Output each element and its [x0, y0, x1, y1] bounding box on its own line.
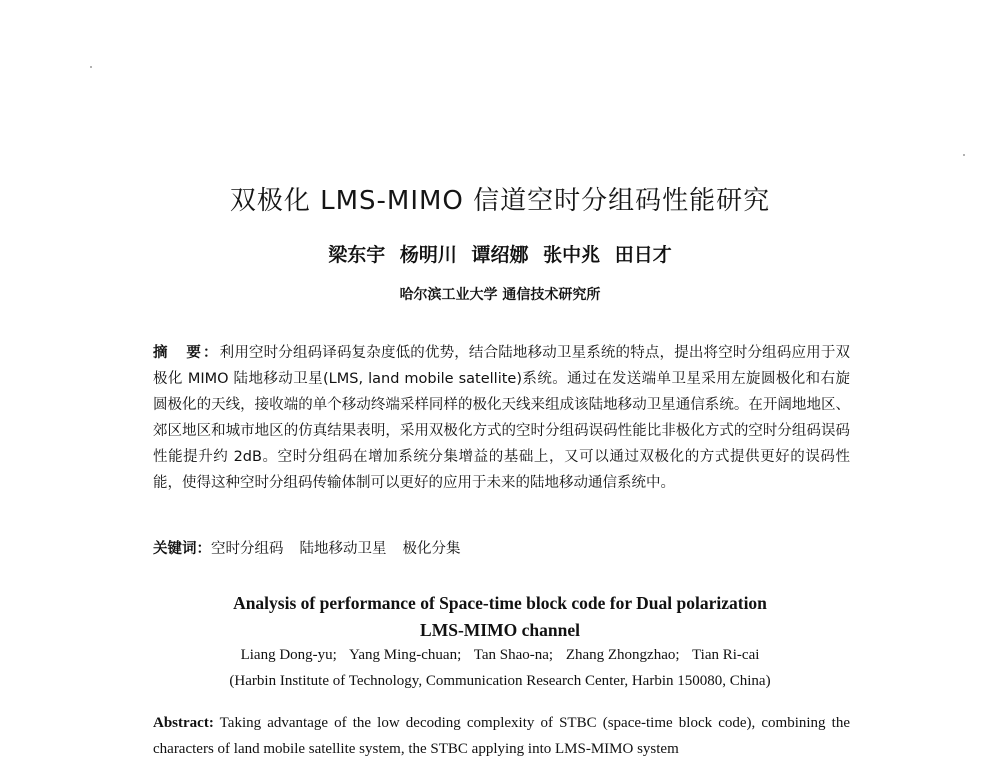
author-en: Zhang Zhongzhao;: [565, 647, 680, 663]
scan-speck: [90, 66, 92, 68]
english-title: [0, 590, 1000, 644]
english-authors: [0, 647, 1000, 664]
keyword-cn: 极化分集: [402, 541, 461, 557]
author-en: Liang Dong-yu;: [240, 647, 337, 663]
abstract-label-en: Abstract:: [153, 715, 214, 731]
author-en: Tian Ri-cai: [692, 647, 760, 663]
english-abstract: [153, 710, 850, 762]
author-cn: 梁东宇: [328, 244, 386, 266]
author-cn: 谭绍娜: [471, 244, 529, 266]
chinese-abstract: [153, 340, 850, 496]
keyword-cn: 陆地移动卫星: [299, 541, 387, 557]
scan-speck: [963, 154, 965, 156]
author-cn: 杨明川: [399, 244, 457, 266]
abstract-text-cn: 利用空时分组码译码复杂度低的优势，结合陆地移动卫星系统的特点，提出将空时分组码应用于双极化 MIMO 陆地移动卫星(LMS, land mobile satellite)系统。通过在发送端单卫星采用左旋圆极化和右旋圆极化的天线，接收端的单个移动终端采样同样的极化天线来组成该陆地移动卫星通信系统。在开阔地地区、郊区地区和城市地区的仿真结果表明，采用双极化方式的空时分组码误码性能比非极化方式的空时分组码误码性能提升约 2dB。空时分组码在增加系统分集增益的基础上，又可以通过双极化的方式提供更好的误码性能，使得这种空时分组码传输体制可以更好的应用于未来的陆地移动通信系统中。: [153, 345, 851, 491]
abstract-label-cn: 摘 要：: [153, 345, 220, 361]
chinese-keywords: [153, 537, 850, 558]
chinese-title: 双极化 LMS-MIMO 信道空时分组码性能研究: [229, 186, 771, 216]
author-en: Tan Shao-na;: [473, 647, 554, 663]
author-cn: 田日才: [614, 244, 672, 266]
english-affiliation: (Harbin Institute of Technology, Communication Research Center, Harbin 150080, China): [229, 673, 771, 689]
keywords-label-cn: 关键词：: [153, 541, 211, 557]
english-title-line1: Analysis of performance of Space-time block code for Dual polarization: [233, 593, 767, 613]
chinese-affiliation: 哈尔滨工业大学 通信技术研究所: [399, 287, 601, 303]
keyword-cn: 空时分组码: [211, 541, 284, 557]
author-en: Yang Ming-chuan;: [349, 647, 462, 663]
chinese-authors: [0, 240, 1000, 267]
english-title-line2: LMS-MIMO channel: [420, 620, 580, 640]
abstract-text-en: Taking advantage of the low decoding complexity of STBC (space-time block code), combining the characters of land mobile satellite system, the STBC applying into LMS-MIMO system: [153, 715, 850, 757]
author-cn: 张中兆: [543, 244, 601, 266]
